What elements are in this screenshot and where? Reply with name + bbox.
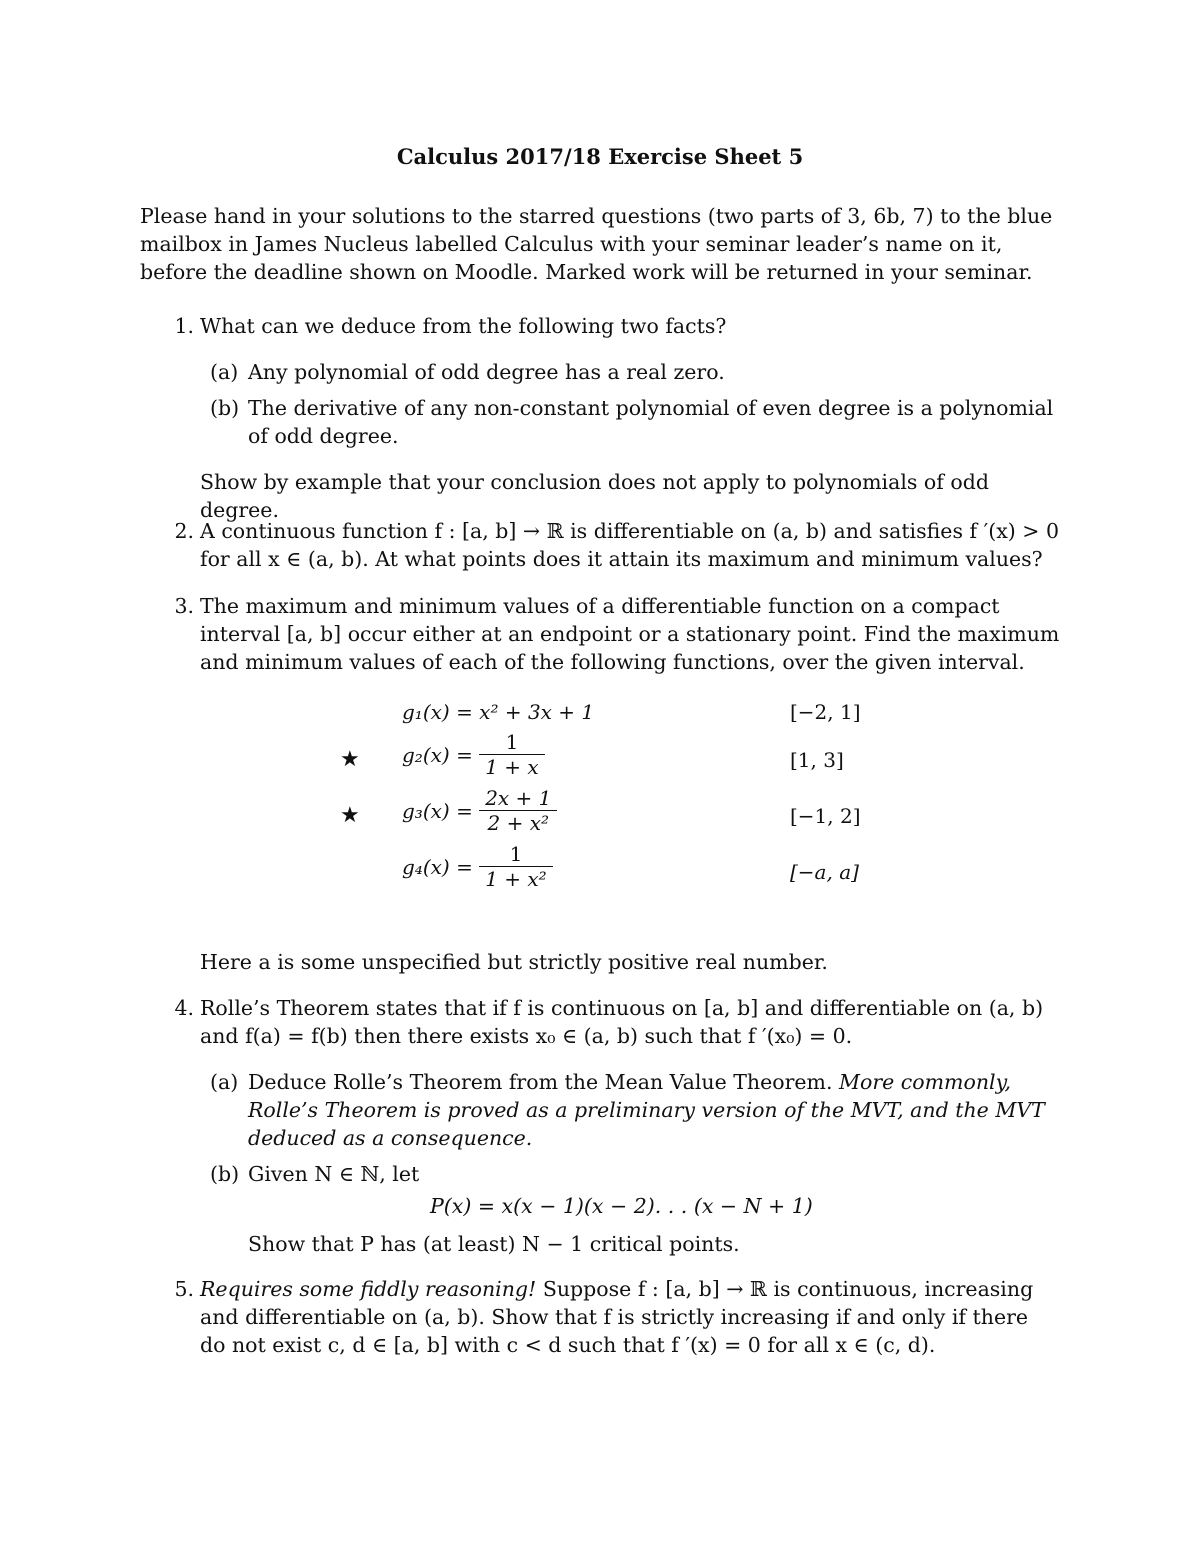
subpart-text [248,1068,1058,1152]
interval-g4: [−a, a] [790,860,859,884]
function-lhs: g₄(x) = [402,854,473,879]
numerator: 1 [479,730,544,755]
function-lhs: g₃(x) = [402,798,473,823]
subpart-a [200,358,1060,386]
denominator: 1 + x [485,755,539,779]
interval-g3: [−1, 2] [790,804,861,828]
subpart-text: Given N ∈ ℕ, let [248,1162,420,1186]
fraction [479,730,544,779]
function-g2 [402,730,545,779]
question-body: Suppose f : [a, b] → ℝ is continuous, increasing and differentiable on (a, b). Show that f is strictly increasing if and only if there do not exist c, d ∈ [a, b] with c < d such that f ′(x) = 0 for all x ∈ (c, d). [200,1277,1034,1357]
function-g1: g₁(x) = x² + 3x + 1 [402,700,595,724]
question-text: A continuous function f : [a, b] → ℝ is differentiable on (a, b) and satisfies f ′(x) > 0 for all x ∈ (a, b). At what points does it attain its maximum and minimum values? [200,519,1060,571]
numerator: 1 [479,842,553,867]
subpart-b [200,394,1060,450]
question-number: 5. [174,1277,194,1301]
question-italic-prefix: Requires some fiddly reasoning! [200,1277,537,1301]
star-icon: ★ [340,803,360,828]
question-text: Rolle’s Theorem states that if f is continuous on [a, b] and differentiable on (a, b) and f(a) = f(b) then there exists x₀ ∈ (a, b) such that f ′(x₀) = 0. [200,996,1044,1048]
subpart-label: (b) [210,1162,240,1186]
interval-g1: [−2, 1] [790,700,861,724]
question-number: 4. [174,996,194,1020]
function-g3 [402,786,557,835]
note-text: Here a is some unspecified but strictly positive real number. [200,950,828,974]
subpart-a [200,1068,1060,1152]
star-icon: ★ [340,747,360,772]
subpart-followup: Show that P has (at least) N − 1 critical points. [248,1232,740,1256]
fraction [479,842,553,891]
formula: P(x) = x(x − 1)(x − 2). . . (x − N + 1) [430,1194,813,1218]
subpart-label: (b) [210,396,240,420]
function-lhs: g₂(x) = [402,742,473,767]
intro-paragraph: Please hand in your solutions to the starred questions (two parts of 3, 6b, 7) to the blue mailbox in James Nucleus labelled Calculus with your seminar leader’s name on it, before the deadline shown on Moodle. Marked work will be returned in your seminar. [140,204,1053,284]
subpart-label: (a) [210,360,239,384]
subpart-label: (a) [210,1070,239,1094]
question-number: 3. [174,594,194,618]
question-followup: Show by example that your conclusion does not apply to polynomials of odd degree. [200,470,989,522]
subpart-italic-text: More commonly, Rolle’s Theorem is proved as a preliminary version of the MVT, and the MVT deduced as a consequence. [248,1070,1045,1150]
page-title: Calculus 2017/18 Exercise Sheet 5 [396,144,804,169]
subpart-b [200,1160,1060,1258]
fraction [479,786,557,835]
denominator: 2 + x² [487,811,550,835]
question-text: What can we deduce from the following two facts? [200,314,727,338]
question-text [200,1275,1060,1359]
question-text: The maximum and minimum values of a differentiable function on a compact interval [a, b] occur either at an endpoint or a stationary point. Find the maximum and minimum values of each of the following functions, over the given interval. [200,594,1060,674]
subpart-text: Any polynomial of odd degree has a real zero. [248,360,725,384]
question-number: 2. [174,519,194,543]
function-g4 [402,842,553,891]
subpart-text: The derivative of any non-constant polynomial of even degree is a polynomial of odd degree. [248,396,1054,448]
subpart-plain-text: Deduce Rolle’s Theorem from the Mean Value Theorem. [248,1070,833,1094]
interval-g2: [1, 3] [790,748,844,772]
denominator: 1 + x² [485,867,547,891]
numerator: 2x + 1 [479,786,557,811]
question-number: 1. [174,314,194,338]
